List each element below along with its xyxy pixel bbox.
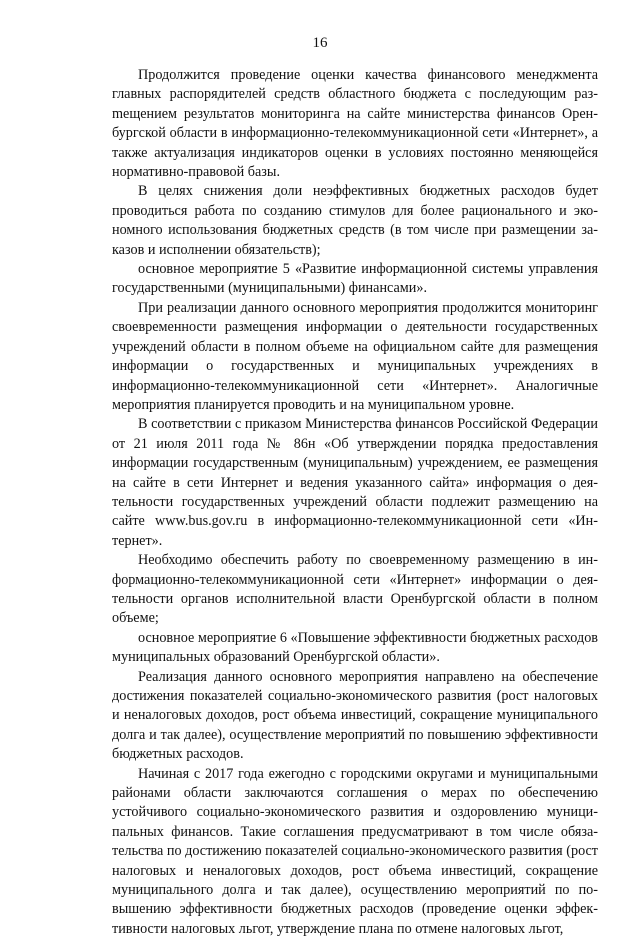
- paragraph-9: Начиная с 2017 года ежегодно с городскими округами и муниципальными районами области заключаются соглашения о мерах по обеспечению устойчивого социально-экономического развития и оздоровлению муниципальных финансов. Такие соглашения предусматривают в том числе обязательства по достижению показателей социально-экономического развития (рост налоговых и неналоговых доходов, рост объема инвестиций, сокращение муниципального долга и так далее), осуществлению мероприятий по повышению эффективности бюджетных расходов (проведение оценки эффективности налоговых льгот, утверждение плана по отмене налоговых льгот,: [112, 765, 599, 937]
- paragraph-8: Реализация данного основного мероприятия направлено на обеспечение достижения показателей социально-экономического развития (рост налоговых и неналоговых доходов, рост объема инвестиций, сокращение муниципального долга и так далее), осуществление мероприятий по повышению эффективности бюджетных расходов.: [112, 668, 598, 763]
- paragraph-1: Продолжится проведение оценки качества финансового менеджмента главных распорядителей средств областного бюджета с последующим разmещением результатов мониторинга на сайте министерства финансов Оренбургской области в информационно-телекоммуникационной сети «Интернет», а также актуализация индикаторов оценки в условиях постоянно меняющейся нормативно-правовой базы.: [112, 67, 598, 181]
- paragraph-3: основное мероприятие 5 «Развитие информационной системы управления государственными (муниципальными) финансами».: [112, 261, 598, 297]
- paragraph-7: основное мероприятие 6 «Повышение эффективности бюджетных расходов муниципальных образований Оренбургской области».: [112, 629, 598, 666]
- paragraph-4: При реализации данного основного мероприятия продолжится мониторинг своевременности размещения информации о деятельности государственных учреждений области в полном объеме на официальном сайте для размещения информации о государственных и муниципальных учреждениях в информационно-телекоммуникационной сети «Интернет». Аналогичные мероприятия планируется проводить и на муниципальном уровне.: [112, 299, 598, 413]
- page-number: 16: [312, 35, 328, 51]
- paragraph-2: В целях снижения доли неэффективных бюджетных расходов будет проводиться работа по созданию стимулов для более рационального и экономного использования бюджетных средств (в том числе при размещении заказов и исполнении обязательств);: [112, 183, 598, 258]
- body-text: [112, 66, 598, 939]
- paragraph-5: В соответствии с приказом Министерства финансов Российской Федерации от 21 июля 2011 года № 86н «Об утверждении порядка предоставления информации государственным (муниципальным) учреждением, ее размещения на сайте в сети Интернет и ведения указанного сайта» информация о деятельности государственных учреждений области подлежит размещению на сайте www.bus.gov.ru в информационно-телекоммуникационной сети «Интернет».: [112, 416, 598, 549]
- paragraph-6: Необходимо обеспечить работу по своевременному размещению в информационно-телекоммуникационной сети «Интернет» информации о деятельности органов исполнительной власти Оренбургской области в полном объеме;: [112, 552, 598, 627]
